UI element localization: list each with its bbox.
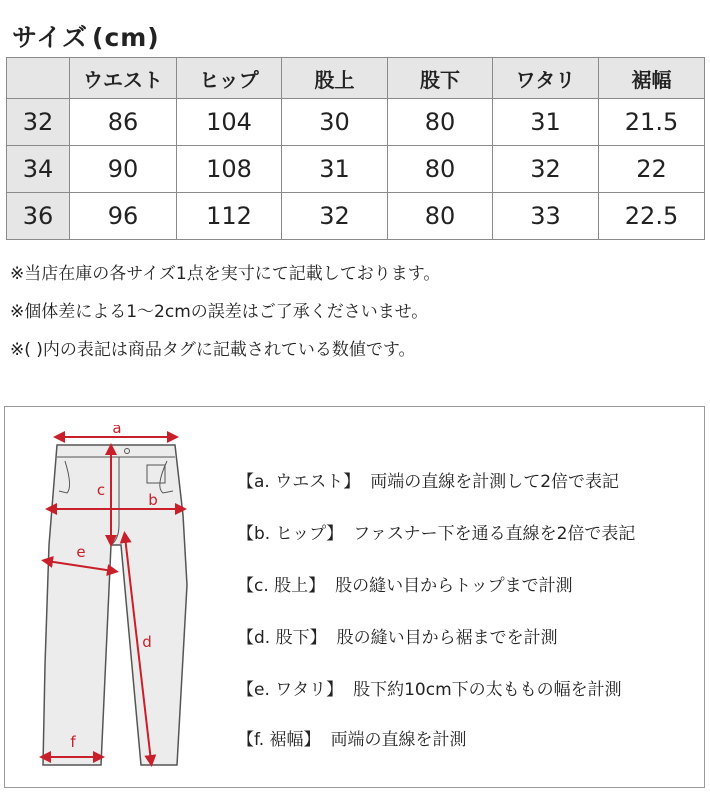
measurement-guide — [4, 406, 705, 788]
table-row — [7, 193, 705, 240]
guide-item-label: 【b. ヒップ】 — [237, 524, 344, 544]
size-cell: 36 — [7, 193, 70, 240]
note-line: ※個体差による1〜2cmの誤差はご了承くださいませ。 — [10, 302, 429, 322]
header-inseam: 股下 — [388, 58, 493, 99]
table-cell: 22.5 — [599, 193, 705, 240]
table-cell: 32 — [493, 146, 599, 193]
header-hip: ヒップ — [177, 58, 282, 99]
size-table — [6, 57, 705, 240]
guide-item-label: 【c. 股上】 — [237, 576, 326, 596]
table-cell: 30 — [282, 99, 388, 146]
label-c: c — [96, 481, 106, 499]
guide-item-text: 股の縫い目から裾までを計測 — [336, 628, 558, 648]
size-cell: 34 — [7, 146, 70, 193]
table-cell: 21.5 — [599, 99, 705, 146]
page-title — [12, 18, 160, 54]
note-line: ※( )内の表記は商品タグに記載されている数値です。 — [10, 340, 416, 360]
header-thigh: ワタリ — [493, 58, 599, 99]
pants-diagram — [35, 425, 195, 775]
table-cell: 112 — [177, 193, 282, 240]
notes — [10, 262, 440, 376]
table-cell: 104 — [177, 99, 282, 146]
guide-item-text: 股の縫い目からトップまで計測 — [335, 576, 573, 596]
header-hem: 裾幅 — [599, 58, 705, 99]
table-cell: 96 — [70, 193, 177, 240]
guide-item — [237, 623, 558, 648]
table-row — [7, 99, 705, 146]
header-rise: 股上 — [282, 58, 388, 99]
note-line: ※当店在庫の各サイズ1点を実寸にて記載しております。 — [10, 264, 441, 284]
label-a: a — [112, 425, 122, 437]
table-cell: 108 — [177, 146, 282, 193]
table-cell: 80 — [388, 146, 493, 193]
label-e: e — [76, 543, 86, 561]
table-cell: 33 — [493, 193, 599, 240]
title-text: サイズ — [12, 23, 89, 52]
guide-item — [237, 675, 622, 700]
guide-item — [237, 467, 619, 492]
guide-item-text: 両端の直線を計測して2倍で表記 — [370, 472, 620, 492]
guide-item-label: 【e. ワタリ】 — [237, 680, 344, 700]
guide-item-label: 【d. 股下】 — [237, 628, 327, 648]
table-cell: 32 — [282, 193, 388, 240]
table-cell: 31 — [282, 146, 388, 193]
table-header-row — [7, 58, 705, 99]
guide-item-text: 両端の直線を計測 — [330, 730, 467, 750]
table-cell: 86 — [70, 99, 177, 146]
table-cell: 31 — [493, 99, 599, 146]
table-cell: 80 — [388, 99, 493, 146]
guide-item — [237, 571, 573, 596]
guide-item-label: 【f. 裾幅】 — [237, 730, 321, 750]
header-waist: ウエスト — [70, 58, 177, 99]
guide-item — [237, 725, 467, 750]
table-row — [7, 146, 705, 193]
label-b: b — [148, 491, 158, 509]
size-cell: 32 — [7, 99, 70, 146]
header-blank — [7, 58, 70, 99]
table-cell: 80 — [388, 193, 493, 240]
table-cell: 22 — [599, 146, 705, 193]
table-cell: 90 — [70, 146, 177, 193]
label-d: d — [142, 633, 152, 651]
guide-item-text: ファスナー下を通る直線を2倍で表記 — [353, 524, 636, 544]
guide-item — [237, 519, 635, 544]
label-f: f — [70, 733, 76, 751]
guide-item-text: 股下約10cm下の太ももの幅を計測 — [353, 680, 622, 700]
title-unit: (cm) — [92, 23, 160, 52]
guide-item-label: 【a. ウエスト】 — [237, 472, 361, 492]
